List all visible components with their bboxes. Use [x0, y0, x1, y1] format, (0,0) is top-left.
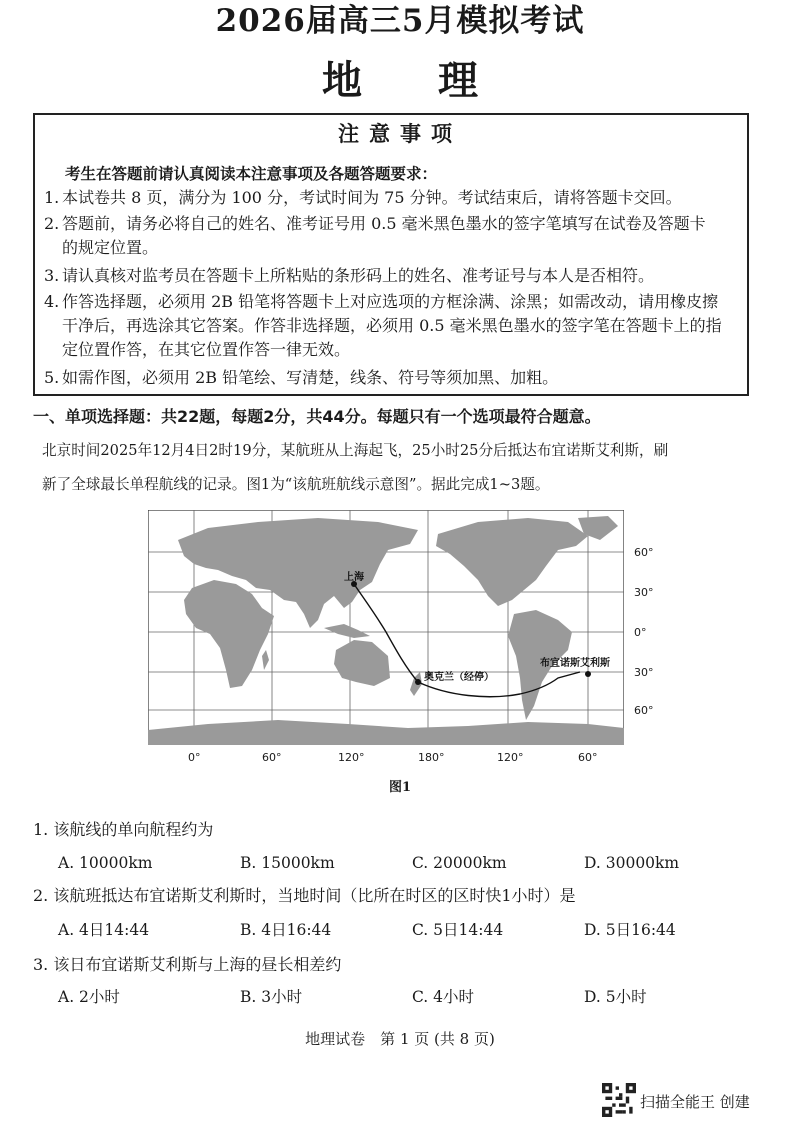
- notice-item-number: 1.: [44, 188, 60, 207]
- question-1-option-a: A. 10000km: [58, 854, 153, 872]
- figure-caption: 图1: [388, 780, 412, 795]
- notice-item-1: [44, 186, 754, 210]
- notice-item-2: [44, 212, 754, 260]
- lat-label: 0°: [634, 626, 647, 639]
- notice-item-line: 定位置作答，在其它位置作答一律无效。: [62, 340, 351, 359]
- question-stem-2: 2. 该航班抵达布宜诺斯艾利斯时，当地时间（比所在时区的区时快1小时）是: [33, 886, 576, 905]
- notice-intro: 考生在答题前请认真阅读本注意事项及各题答题要求：: [65, 164, 438, 183]
- question-2-option-b: B. 4日16:44: [240, 921, 332, 939]
- question-3-option-a: A. 2小时: [58, 988, 120, 1006]
- lat-label: 30°: [634, 586, 654, 599]
- question-2-option-d: D. 5日16:44: [584, 921, 676, 939]
- lon-label: 60°: [578, 751, 598, 764]
- passage-line: 新了全球最长单程航线的记录。图1为“该航班航线示意图”。据此完成1~3题。: [42, 476, 550, 493]
- lat-label: 30°: [634, 666, 654, 679]
- question-stem-1: 1. 该航线的单向航程约为: [33, 820, 214, 839]
- subject-char-1: 地: [322, 57, 362, 104]
- notice-item-line: 请认真核对监考员在答题卡上所粘贴的条形码上的姓名、准考证号与本人是否相符。: [62, 266, 655, 285]
- passage-line: 北京时间2025年12月4日2时19分，某航班从上海起飞，25小时25分后抵达布宜诺斯艾利斯，刷: [42, 442, 669, 459]
- section-heading: 一、单项选择题：共22题，每题2分，共44分。每题只有一个选项最符合题意。: [33, 407, 601, 426]
- lat-label: 60°: [634, 704, 654, 717]
- notice-item-number: 3.: [44, 266, 60, 285]
- qr-code-icon: [602, 1083, 636, 1117]
- city-dot-auckland: [415, 679, 421, 685]
- place-label-buenos-aires: 布宜诺斯艾利斯: [540, 658, 610, 669]
- lat-label: 60°: [634, 546, 654, 559]
- notice-item-3: [44, 264, 754, 288]
- notice-item-line: 如需作图，必须用 2B 铅笔绘、写清楚，线条、符号等须加黑、加粗。: [62, 368, 559, 387]
- place-label-auckland: 奥克兰（经停）: [424, 672, 494, 683]
- question-1-option-b: B. 15000km: [240, 854, 335, 872]
- lon-label: 120°: [338, 751, 365, 764]
- question-stem-3: 3. 该日布宜诺斯艾利斯与上海的昼长相差约: [33, 955, 342, 974]
- question-2-option-a: A. 4日14:44: [58, 921, 150, 939]
- notice-item-5: [44, 366, 754, 390]
- notice-item-line: 干净后，再选涂其它答案。作答非选择题，必须用 0.5 毫米黑色墨水的签字笔在答题卡上的指: [62, 316, 722, 335]
- notice-item-line: 答题前，请务必将自己的姓名、准考证号用 0.5 毫米黑色墨水的签字笔填写在试卷及答题卡: [62, 214, 706, 233]
- lon-label: 60°: [262, 751, 282, 764]
- question-1-option-c: C. 20000km: [412, 854, 507, 872]
- question-3-option-d: D. 5小时: [584, 988, 647, 1006]
- notice-item-4: [44, 290, 754, 362]
- notice-title: 注意事项: [338, 122, 462, 146]
- route-map: [148, 510, 624, 745]
- city-dot-buenos-aires: [585, 671, 591, 677]
- lon-label: 120°: [497, 751, 524, 764]
- notice-item-line: 的规定位置。: [62, 238, 159, 257]
- question-3-option-c: C. 4小时: [412, 988, 475, 1006]
- notice-item-number: 2.: [44, 214, 60, 233]
- question-2-option-c: C. 5日14:44: [412, 921, 504, 939]
- lon-label: 0°: [188, 751, 201, 764]
- place-label-shanghai: 上海: [344, 572, 364, 583]
- exam-title: 2026届高三5月模拟考试: [215, 3, 585, 39]
- subject-title: [0, 58, 800, 104]
- notice-item-line: 本试卷共 8 页，满分为 100 分，考试时间为 75 分钟。考试结束后，请将答题卡交回。: [62, 188, 682, 207]
- subject-char-2: 理: [438, 57, 478, 104]
- notice-item-number: 5.: [44, 368, 60, 387]
- page-footer: 地理试卷 第 1 页 (共 8 页): [305, 1030, 495, 1048]
- question-1-option-d: D. 30000km: [584, 854, 680, 872]
- notice-item-number: 4.: [44, 292, 60, 311]
- lon-label: 180°: [418, 751, 445, 764]
- notice-item-line: 作答选择题，必须用 2B 铅笔将答题卡上对应选项的方框涂满、涂黑；如需改动，请用橡皮擦: [62, 292, 719, 311]
- question-3-option-b: B. 3小时: [240, 988, 303, 1006]
- scanner-tag: 扫描全能王 创建: [640, 1093, 750, 1111]
